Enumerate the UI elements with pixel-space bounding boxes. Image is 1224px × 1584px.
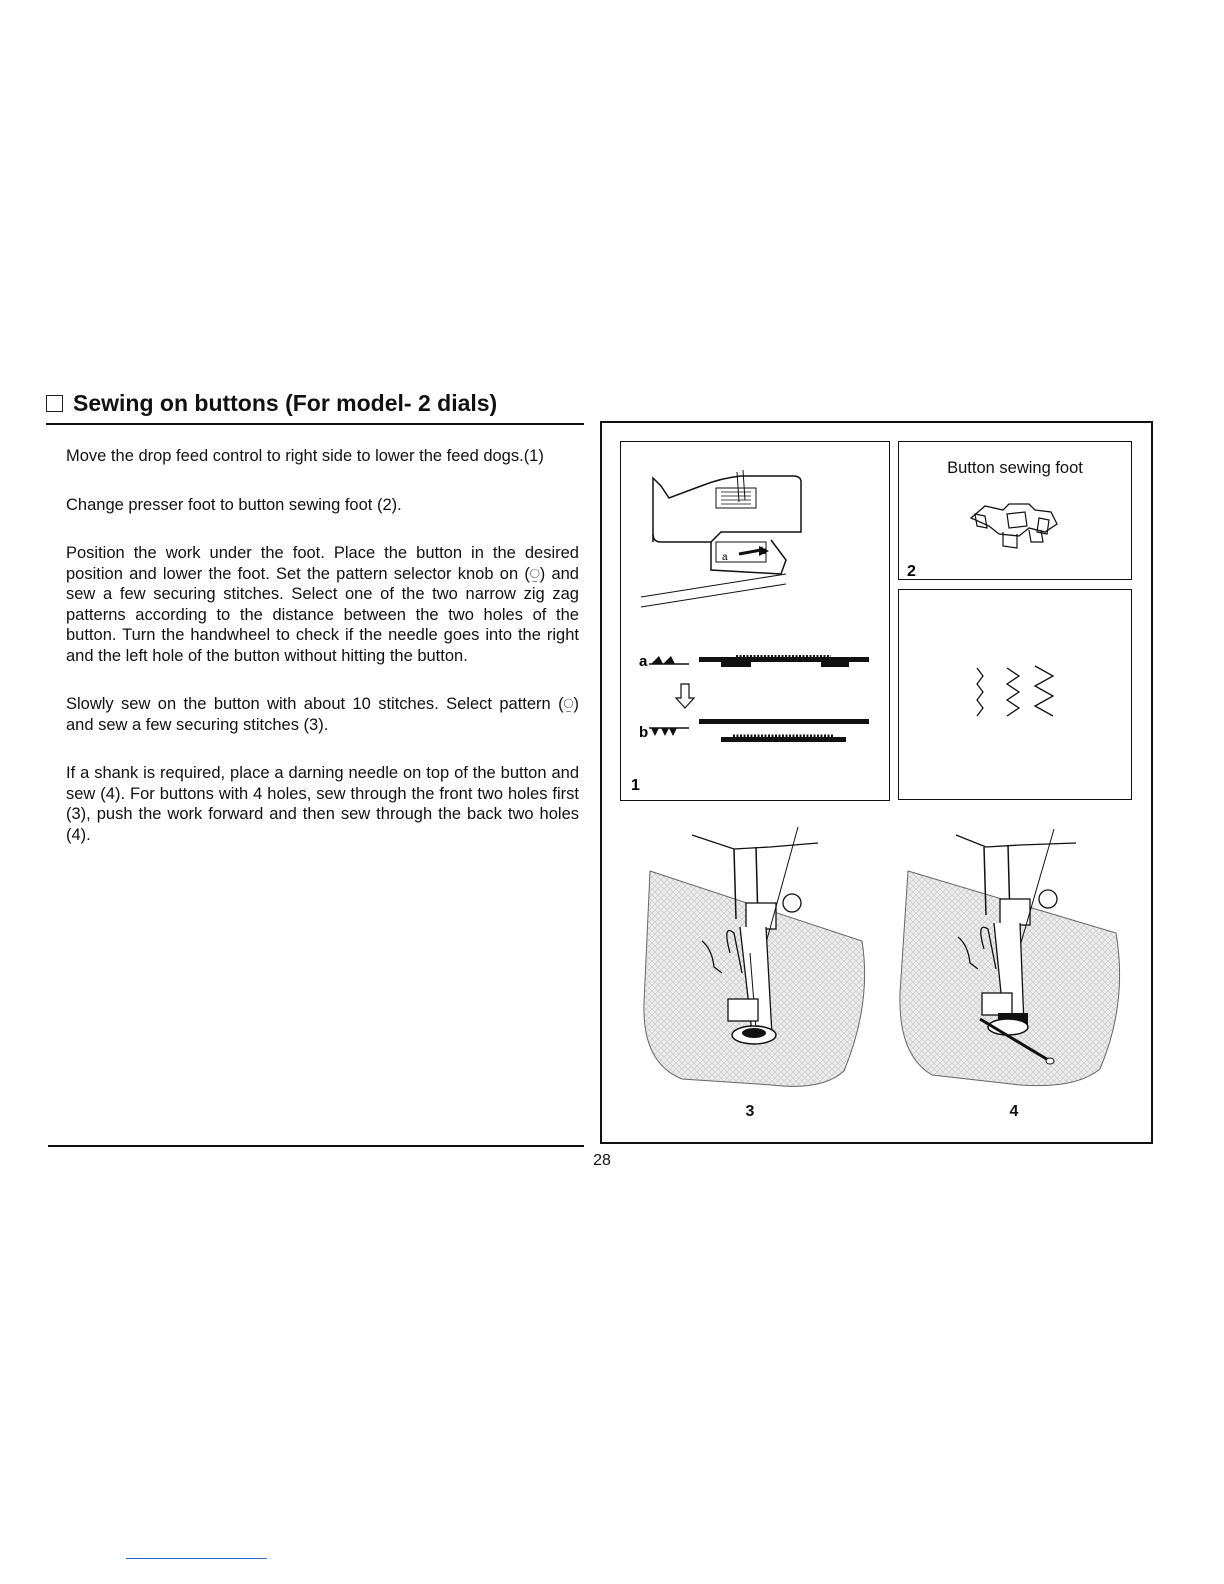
inset-label-a: a (722, 552, 728, 563)
footer-rule (48, 1145, 584, 1147)
paragraph-1: Move the drop feed control to right side to lower the feed dogs.(1) (66, 447, 544, 465)
figure-3-number: 3 (745, 1103, 755, 1120)
label-b: b (639, 724, 649, 741)
figures-panel (600, 421, 1153, 1144)
inset-label-b: b (761, 546, 767, 557)
drop-feed-illustration (621, 442, 888, 799)
section-heading (46, 390, 584, 417)
sewing-button-illustration (622, 823, 884, 1095)
checkbox-square-icon (46, 395, 63, 412)
figure-3-sewing-button (622, 823, 884, 1095)
figure-4-number: 4 (1009, 1103, 1019, 1120)
figure-2-number: 2 (907, 563, 916, 578)
figure-2-button-foot (898, 441, 1132, 580)
button-foot-caption: Button sewing foot (947, 459, 1083, 477)
page-number: 28 (593, 1152, 611, 1169)
figure-4-sewing-shank (880, 823, 1142, 1095)
zigzag-patterns (898, 589, 1132, 800)
paragraph-5: If a shank is required, place a darning needle on top of the button and sew (4). For buttons with 4 holes, sew through the front two holes first (3), push the work forward and then sew through the back two holes (4). (66, 764, 579, 844)
instruction-text (66, 446, 579, 873)
heading-rule (46, 423, 584, 425)
figure-1-drop-feed (620, 441, 890, 801)
button-sewing-foot-icon (899, 442, 1130, 578)
paragraph-2: Change presser foot to button sewing foot (2). (66, 495, 402, 514)
shank-darning-needle-illustration (880, 823, 1142, 1095)
label-a: a (639, 653, 648, 670)
paragraph-4: Slowly sew on the button with about 10 stitches. Select pattern (⍜) and sew a few securing stitches (3). (66, 695, 579, 734)
paragraph-3: Position the work under the foot. Place the button in the desired position and lower the foot. Set the pattern selector knob on (⍜) and sew a few securing stitches. Select one of the two narrow zig zag patterns according to the distance between the two holes of the button. Turn the handwheel to check if the needle goes into the right and the left hole of the button without hitting the button. (66, 544, 579, 665)
footer-line (126, 1558, 267, 1559)
figure-1-number: 1 (631, 777, 640, 794)
zigzag-pattern-icons (899, 590, 1130, 798)
section-title: Sewing on buttons (For model- 2 dials) (73, 390, 498, 416)
